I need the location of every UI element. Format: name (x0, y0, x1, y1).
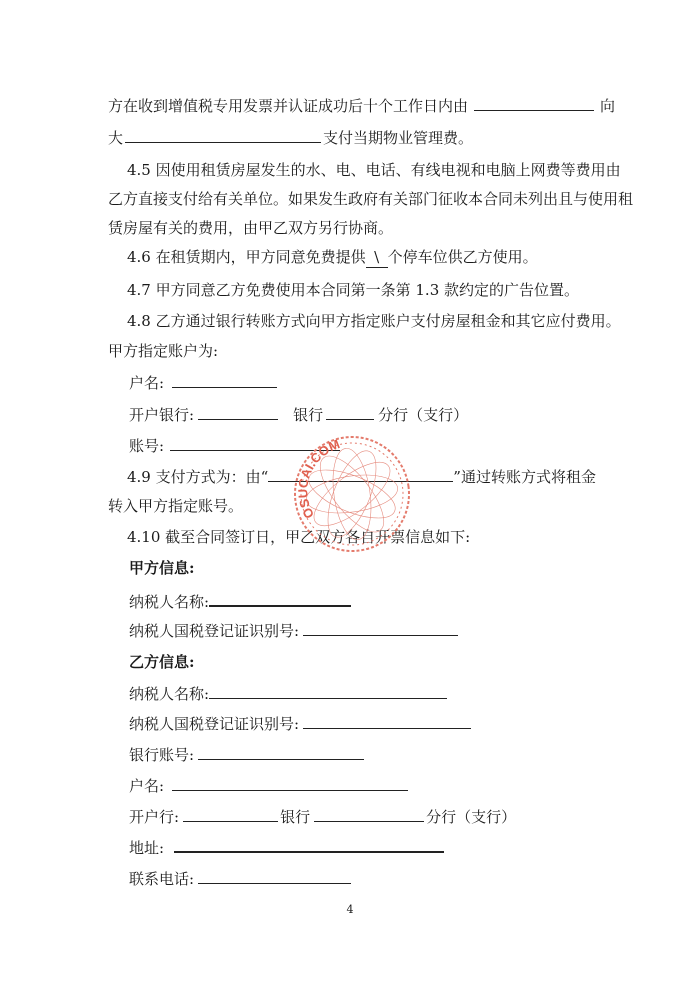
party-b-address-row (129, 836, 444, 858)
party-a-taxid-blank[interactable] (303, 620, 458, 636)
field-label: 户名: (129, 777, 165, 795)
field-label: 银行 (293, 406, 324, 424)
party-a-taxpayer-blank[interactable] (209, 590, 351, 607)
clause-4-4-line2 (108, 127, 473, 148)
field-label: 开户行: (129, 808, 180, 826)
clause-4-7: 4.7 甲方同意乙方免费使用本合同第一条第 1.3 款约定的广告位置。 (127, 281, 580, 299)
branch-name-blank[interactable] (326, 404, 374, 420)
party-b-bank-row (129, 806, 516, 827)
payee-blank[interactable] (125, 127, 321, 143)
field-label: 纳税人名称: (129, 685, 210, 703)
party-b-phone-blank[interactable] (198, 868, 351, 884)
party-b-account-name-row (129, 775, 408, 796)
party-b-heading: 乙方信息: (129, 653, 195, 671)
clause-4-5-line3: 赁房屋有关的费用，由甲乙双方另行协商。 (108, 219, 394, 237)
field-label: 户名: (129, 374, 165, 392)
party-b-phone-row (129, 868, 351, 889)
clause-4-6 (127, 247, 538, 268)
bank-name-blank[interactable] (198, 404, 278, 420)
account-name-row (129, 372, 277, 393)
clause-text: 支付当期物业管理费。 (323, 129, 474, 147)
clause-4-8-line2: 甲方指定账户为: (108, 342, 219, 360)
party-b-account-name-blank[interactable] (172, 775, 408, 791)
clause-4-5-line1: 4.5 因使用租赁房屋发生的水、电、电话、有线电视和电脑上网费等费用由 (127, 161, 621, 179)
field-label: 地址: (129, 839, 165, 857)
account-name-blank[interactable] (172, 372, 277, 388)
field-label: 联系电话: (129, 870, 195, 888)
clause-4-10: 4.10 截至合同签订日，甲乙双方各自开票信息如下: (127, 528, 471, 546)
party-a-taxid-row (129, 620, 458, 641)
field-label: 银行账号: (129, 746, 195, 764)
stamp-text: OSUCAI.COM (295, 436, 342, 521)
party-b-address-blank[interactable] (174, 836, 444, 853)
party-b-taxid-row (129, 713, 471, 734)
clause-4-4-line1 (108, 95, 615, 116)
clause-text: 4.9 支付方式为：由“ (127, 468, 269, 486)
field-label: 开户银行: (129, 406, 195, 424)
party-a-heading: 甲方信息: (129, 559, 195, 577)
clause-text: 个停车位供乙方使用。 (387, 248, 538, 266)
party-b-taxpayer-blank[interactable] (209, 683, 447, 699)
bank-row (129, 404, 468, 425)
clause-text: ”通过转账方式将租金 (453, 468, 596, 486)
party-b-bank-account-row (129, 744, 364, 765)
field-label: 账号: (129, 437, 165, 455)
parking-count-value: \ (374, 248, 380, 266)
clause-4-5-line2: 乙方直接支付给有关单位。如果发生政府有关部门征收本合同未列出且与使用租 (108, 190, 634, 208)
watermark-stamp (290, 432, 415, 557)
party-b-taxid-blank[interactable] (303, 713, 471, 729)
clause-4-9-line2: 转入甲方指定账号。 (108, 497, 244, 515)
field-label: 纳税人国税登记证识别号: (129, 715, 300, 733)
party-b-branch-blank[interactable] (314, 806, 424, 822)
clause-text: 大 (108, 129, 124, 147)
clause-text: 4.6 在租赁期内，甲方同意免费提供 (127, 248, 366, 266)
clause-text: 向 (600, 97, 616, 115)
clause-text: 方在收到增值税专用发票并认证成功后十个工作日内由 (108, 97, 469, 115)
field-label: 银行 (280, 808, 311, 826)
party-b-bank-account-blank[interactable] (198, 744, 364, 760)
parking-count-blank[interactable] (366, 247, 388, 268)
field-label: 分行（支行） (378, 406, 469, 424)
clause-4-8-line1: 4.8 乙方通过银行转账方式向甲方指定账户支付房屋租金和其它应付费用。 (127, 312, 621, 330)
page-number: 4 (346, 903, 354, 916)
party-b-taxpayer-row (129, 683, 447, 704)
party-b-bank-blank[interactable] (183, 806, 278, 822)
field-label: 分行（支行） (426, 808, 517, 826)
field-label: 纳税人名称: (129, 593, 210, 611)
payer-blank[interactable] (474, 95, 594, 111)
field-label: 纳税人国税登记证识别号: (129, 622, 300, 640)
party-a-taxpayer-row (129, 590, 351, 612)
